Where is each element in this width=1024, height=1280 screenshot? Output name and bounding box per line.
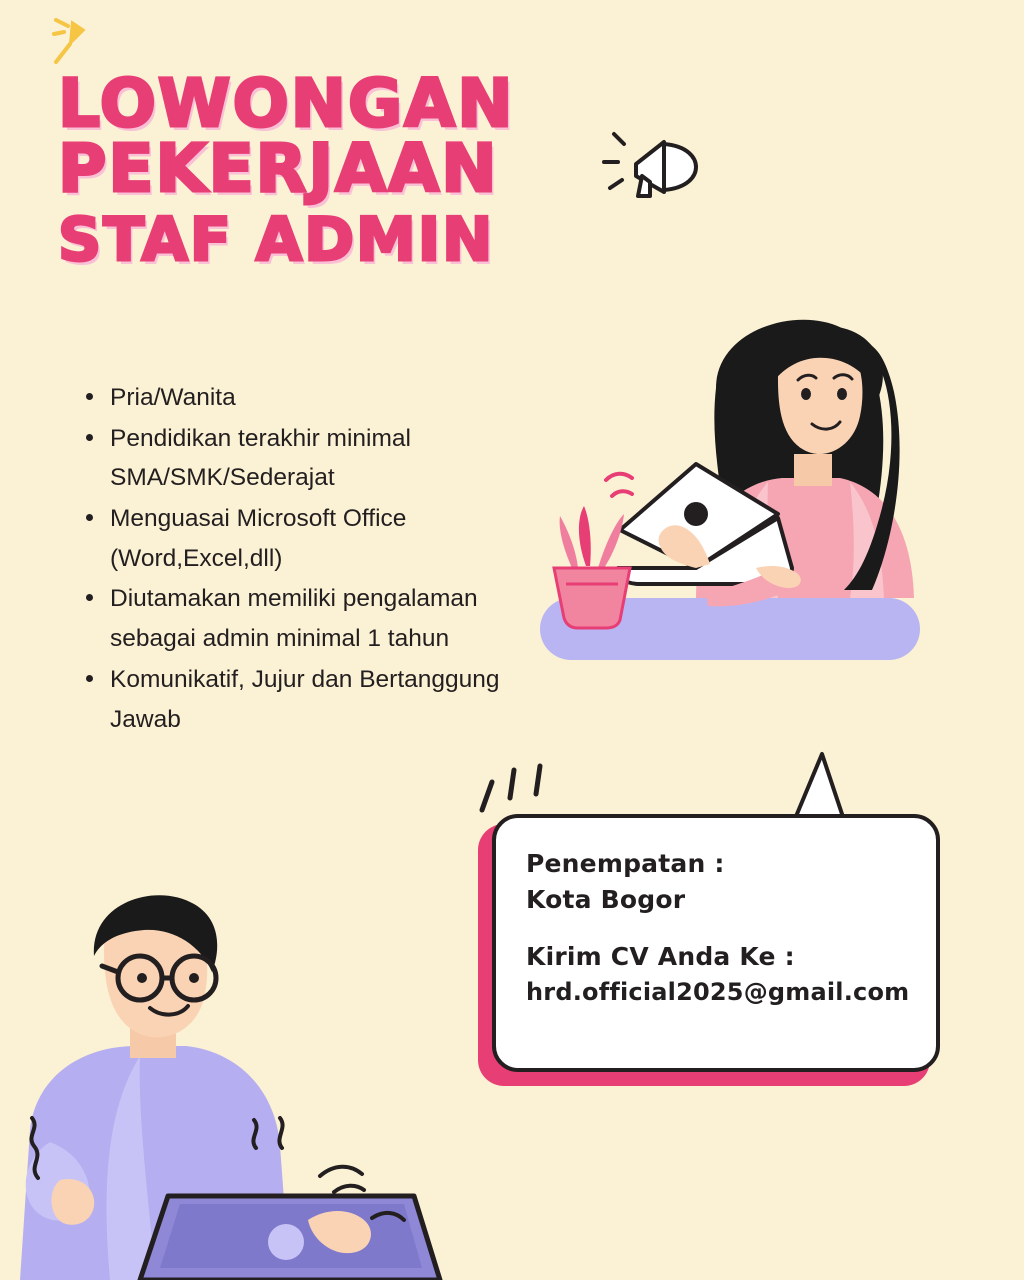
list-item-label: Diutamakan memiliki pengalaman sebagai admin minimal 1 tahun: [110, 585, 478, 653]
megaphone-icon: [592, 118, 712, 218]
list-item: [84, 419, 514, 498]
bullet-icon: [86, 434, 93, 441]
page-title: [58, 65, 598, 276]
headline-line-3: STAF ADMIN: [58, 205, 495, 276]
bubble-content: [492, 814, 940, 1072]
list-item-label: Menguasai Microsoft Office (Word,Excel,dll): [110, 505, 407, 572]
list-item: [84, 660, 514, 739]
placement-bubble: [470, 752, 940, 1097]
cv-email[interactable]: hrd.official2025@gmail.com: [526, 977, 910, 1006]
list-item: [84, 579, 514, 658]
bullet-icon: [86, 514, 93, 521]
headline-line-1: LOWONGAN: [58, 65, 515, 142]
list-item-label: Pendidikan terakhir minimal SMA/SMK/Sederajat: [110, 424, 411, 492]
headline-line-2: PEKERJAAN: [58, 129, 499, 207]
woman-with-laptop-illustration: [520, 268, 970, 688]
push-pin-icon: [48, 14, 94, 70]
list-item-label: Komunikatif, Jujur dan Bertanggung Jawab: [110, 665, 500, 733]
man-with-laptop-illustration: [0, 880, 440, 1280]
requirements-list: [84, 378, 514, 740]
list-item: [84, 378, 514, 418]
bullet-icon: [86, 393, 93, 400]
bullet-icon: [86, 675, 93, 682]
bullet-icon: [86, 594, 93, 601]
placement-label: Penempatan :: [526, 849, 725, 878]
cv-label: Kirim CV Anda Ke :: [526, 941, 795, 971]
potted-plant-illustration: [554, 506, 630, 628]
placement-value: Kota Bogor: [526, 885, 686, 915]
list-item-label: Pria/Wanita: [110, 384, 236, 411]
list-item: [84, 499, 514, 578]
